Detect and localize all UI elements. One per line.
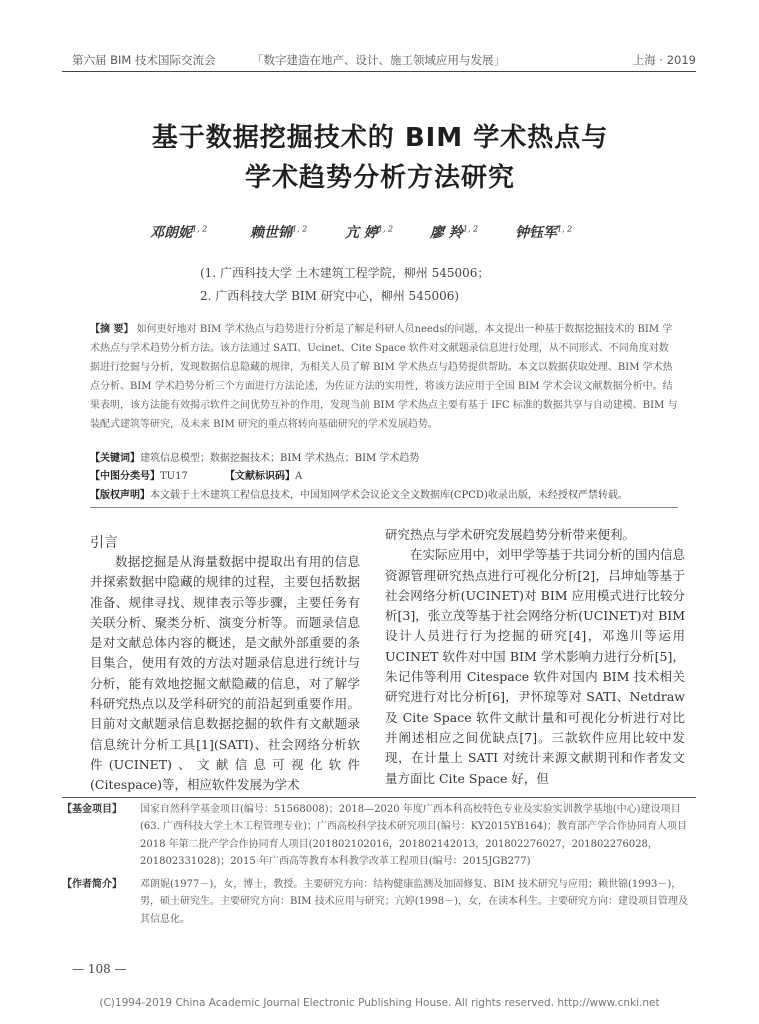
paragraph: 研究热点与学术研究发展趋势分析带来便利。 [385, 527, 636, 542]
funding-text: 国家自然科学基金项目(编号：51568008)；2018—2020 年度广西本科高校特色专业及实验实训教学基地(中心)建设项目(63. 广西科技大学土木工程管理专业)；广西高校科学技术研究项目(编号：KY2015YB164)；教育部产学合作协同育人项目 2018 年第二批产学合作协同育人项目(201802102016，201802142013，201802276027，201802276028，201802331028)；2015 年广西高等教育本科教学改革工程项目(编号：2015JGB277) [140, 804, 687, 867]
body-column-right [385, 525, 685, 789]
keywords-label: 【关键词】 [90, 453, 140, 464]
doc-code-value: A [295, 471, 303, 482]
abstract-text: 如何更好地对 BIM 学术热点与趋势进行分析是了解是科研人员needs的问题，本文提出一种基于数据挖掘技术的 BIM 学术热点与学术趋势分析方法。该方法通过 SATI、Ucinet、Cite Space 软件对文献题录信息进行处理，从不同形式、不同角度对数据进行挖掘与分析，发现数据信息隐藏的规律，为相关人员了解 BIM 学术热点与趋势提供帮助。本文以数据获取处理、BIM 学术热点分析、BIM 学术趋势分析三个方面进行方法论述，为佐证方法的实用性，将该方法应用于全国 BIM 学术会议文献数据分析中。结果表明，该方法能有效揭示软件之间优势互补的作用，发现当前 BIM 学术热点主要有基于 IFC 标准的数据共享与自动建模、BIM 与装配式建筑等研究，及未来 BIM 研究的重点将转向基础研究的学术发展趋势。 [90, 324, 678, 430]
funding-label: 【基金项目】 [62, 804, 122, 815]
affiliation-2: 2. 广西科技大学 BIM 研究中心，柳州 545006) [200, 289, 460, 303]
conference-theme: 「数字建造在地产、设计、施工领域应用与发展」 [252, 53, 505, 67]
keywords-text: 建筑信息模型；数据挖掘技术；BIM 学术热点；BIM 学术趋势 [140, 453, 420, 464]
paper-title-line2: 学术趋势分析方法研究 [244, 163, 515, 193]
keywords [90, 449, 678, 464]
copyright-statement [90, 486, 678, 501]
paper-title-line1: 基于数据挖掘技术的 BIM 学术热点与 [151, 123, 609, 153]
footnote-divider [62, 797, 696, 798]
affiliation-1: (1. 广西科技大学 土木建筑工程学院，柳州 545006； [200, 266, 490, 280]
running-header [62, 50, 696, 70]
paragraph: 数据挖掘是从海量数据中提取出有用的信息并探索数据中隐藏的规律的过程，主要包括数据准备、规律寻找、规律表示等步骤，主要任务有关联分析、聚类分析、演变分析等。而题录信息是对文献总体内容的概述，是文献外部重要的条目集合，使用有效的方法对题录信息进行统计与分析，能有效地挖掘文献隐藏的信息，对了解学科研究热点以及学科研究的前沿起到重要作用。目前对文献题录信息数据挖掘的软件有文献题录信息统计分析工具[1](SATI)、社会网络分析软件(UCINET)、文献信息可视化软件(Citespace)等，相应软件发展为学术 [90, 554, 360, 793]
meta-divider [90, 507, 678, 508]
place-year: 上海 · 2019 [632, 53, 696, 67]
author: 钟钰军$^{1, 2}$ [515, 224, 573, 241]
body-column-left [90, 552, 360, 796]
abstract [90, 320, 678, 434]
doc-code [225, 467, 302, 482]
bio-text: 邓朗妮(1977－)，女，博士，教授。主要研究方向：结构健康监测及加固修复、BIM 技术研究与应用；赖世锦(1993－)，男，硕士研究生。主要研究方向：BIM 技术应用与研究；亢婷(1998－)，女，在读本科生。主要研究方向：建设项目管理及其信息化。 [140, 879, 688, 925]
author-list [150, 222, 630, 244]
clc-value: TU17 [160, 471, 188, 482]
author: 亢 婷$^{1, 2}$ [345, 224, 394, 241]
author: 赖世锦$^{1, 2}$ [250, 224, 308, 241]
classification [90, 467, 678, 482]
section-heading-intro: 引言 [90, 535, 118, 551]
author: 邓朗妮$^{1, 2}$ [150, 224, 208, 241]
abstract-label: 【摘 要】 [90, 324, 134, 335]
copyright-text: 本文载于土木建筑工程信息技术，中国知网学术会议论文全文数据库(CPCD)收录出版，未经授权严禁转载。 [150, 490, 628, 501]
clc-label: 【中图分类号】 [90, 471, 160, 482]
paragraph: 在实际应用中，刘甲学等基于共词分析的国内信息资源管理研究热点进行可视化分析[2]，吕坤灿等基于社会网络分析(UCINET)对 BIM 应用模式进行比较分析[3]，张立茂等基于社会网络分析(UCINET)对 BIM 设计人员进行行为挖掘的研究[4]，邓逸川等运用 UCINET 软件对中国 BIM 学术影响力进行分析[5]，朱记伟等利用 Citespace 软件对国内 BIM 技术相关研究进行对比分析[6]，尹怀琼等对 SATI、Netdraw 及 Cite Space 软件文献计量和可视化分析进行对比并阐述相应之间优缺点[7]。三款软件应用比较中发现，在计量上 SATI 对统计来源文献期刊和作者发文量方面比 Cite Space 好，但 [385, 547, 686, 786]
header-divider [62, 71, 696, 72]
copyright-footer: (C)1994-2019 China Academic Journal Electronic Publishing House. All rights reserved. http://www.cnki.net [99, 997, 660, 1009]
doc-code-label: 【文献标识码】 [225, 471, 295, 482]
author: 廖 羚$^{1, 2}$ [430, 224, 479, 241]
copyright-label: 【版权声明】 [90, 490, 150, 501]
conference-name: 第六届 BIM 技术国际交流会 [72, 53, 216, 67]
bio-label: 【作者简介】 [62, 879, 122, 890]
page-number: — 108 — [72, 962, 127, 976]
